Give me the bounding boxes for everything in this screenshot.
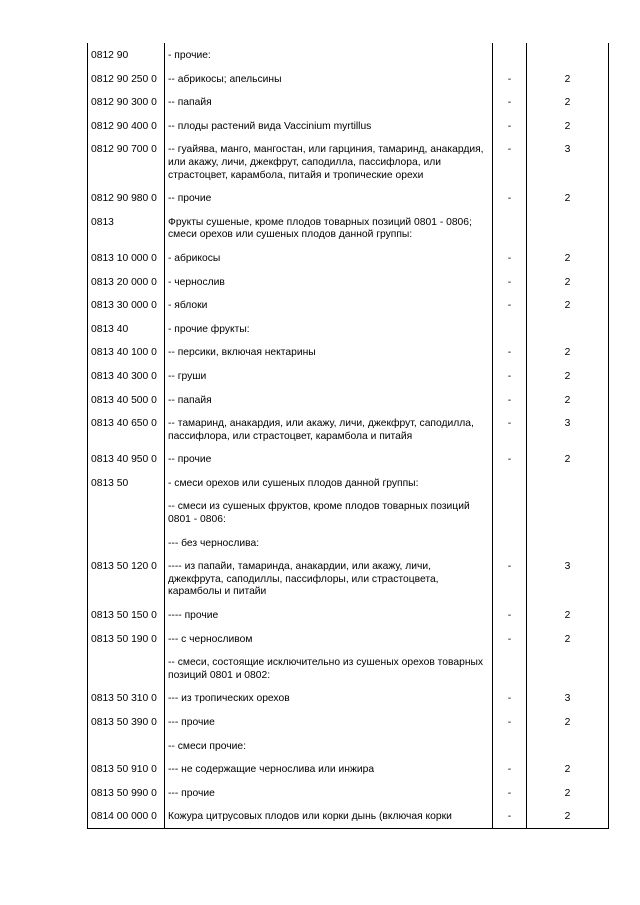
code-cell: 0813 50 310 0 — [88, 686, 165, 710]
code-cell: 0813 10 000 0 — [88, 246, 165, 270]
code-cell — [88, 494, 165, 530]
code-cell: 0813 30 000 0 — [88, 293, 165, 317]
description-cell: -- прочие — [165, 186, 493, 210]
table-row — [88, 554, 609, 603]
rate-cell: 3 — [527, 686, 609, 710]
unit-cell: - — [493, 447, 527, 471]
unit-cell: - — [493, 686, 527, 710]
description-cell: -- гуайява, манго, мангостан, или гарциния, тамаринд, анакардия, или акажу, личи, джекфрут, саподилла, пассифлора, или страстоцвет, карамбола, питайя и тропические орехи — [165, 137, 493, 186]
table-row — [88, 388, 609, 412]
rate-cell: 2 — [527, 293, 609, 317]
description-cell: -- плоды растений вида Vaccinium myrtillus — [165, 114, 493, 138]
unit-cell: - — [493, 137, 527, 186]
rate-cell — [527, 531, 609, 555]
table-row — [88, 317, 609, 341]
unit-cell: - — [493, 388, 527, 412]
rate-cell: 2 — [527, 270, 609, 294]
code-cell: 0813 20 000 0 — [88, 270, 165, 294]
description-cell: --- с черносливом — [165, 627, 493, 651]
code-cell: 0812 90 980 0 — [88, 186, 165, 210]
description-cell: --- без чернослива: — [165, 531, 493, 555]
code-cell: 0812 90 250 0 — [88, 67, 165, 91]
unit-cell: - — [493, 293, 527, 317]
code-cell: 0813 50 120 0 — [88, 554, 165, 603]
unit-cell: - — [493, 411, 527, 447]
unit-cell: - — [493, 757, 527, 781]
code-cell: 0812 90 400 0 — [88, 114, 165, 138]
table-row — [88, 293, 609, 317]
unit-cell: - — [493, 114, 527, 138]
description-cell: -- смеси прочие: — [165, 734, 493, 758]
rate-cell: 3 — [527, 554, 609, 603]
code-cell: 0812 90 700 0 — [88, 137, 165, 186]
table-row — [88, 734, 609, 758]
code-cell — [88, 531, 165, 555]
description-cell: -- смеси, состоящие исключительно из сушеных орехов товарных позиций 0801 и 0802: — [165, 650, 493, 686]
code-cell: 0813 40 950 0 — [88, 447, 165, 471]
rate-cell: 2 — [527, 246, 609, 270]
description-cell: --- не содержащие чернослива или инжира — [165, 757, 493, 781]
description-cell: -- абрикосы; апельсины — [165, 67, 493, 91]
table-row — [88, 757, 609, 781]
table-row — [88, 627, 609, 651]
description-cell: -- персики, включая нектарины — [165, 340, 493, 364]
unit-cell — [493, 317, 527, 341]
description-cell: - прочие: — [165, 43, 493, 67]
table-row — [88, 246, 609, 270]
rate-cell: 3 — [527, 137, 609, 186]
rate-cell: 3 — [527, 411, 609, 447]
table-row — [88, 270, 609, 294]
tariff-table — [87, 43, 609, 829]
table-row — [88, 210, 609, 246]
unit-cell — [493, 531, 527, 555]
rate-cell: 2 — [527, 804, 609, 828]
unit-cell — [493, 471, 527, 495]
table-row — [88, 114, 609, 138]
table-row — [88, 603, 609, 627]
table-row — [88, 186, 609, 210]
unit-cell: - — [493, 90, 527, 114]
unit-cell — [493, 650, 527, 686]
unit-cell — [493, 734, 527, 758]
table-row — [88, 447, 609, 471]
rate-cell — [527, 210, 609, 246]
table-row — [88, 411, 609, 447]
description-cell: -- груши — [165, 364, 493, 388]
code-cell — [88, 650, 165, 686]
description-cell: ---- из папайи, тамаринда, анакардии, или акажу, личи, джекфрута, саподиллы, пассифлоры, или страстоцвета, карамболы и питайи — [165, 554, 493, 603]
rate-cell: 2 — [527, 603, 609, 627]
description-cell: -- смеси из сушеных фруктов, кроме плодов товарных позиций 0801 - 0806: — [165, 494, 493, 530]
code-cell: 0813 40 500 0 — [88, 388, 165, 412]
table-row — [88, 650, 609, 686]
rate-cell: 2 — [527, 781, 609, 805]
unit-cell: - — [493, 67, 527, 91]
rate-cell: 2 — [527, 388, 609, 412]
description-cell: --- прочие — [165, 781, 493, 805]
code-cell: 0813 40 650 0 — [88, 411, 165, 447]
code-cell: 0813 — [88, 210, 165, 246]
code-cell: 0813 50 390 0 — [88, 710, 165, 734]
table-row — [88, 364, 609, 388]
code-cell: 0812 90 300 0 — [88, 90, 165, 114]
rate-cell: 2 — [527, 186, 609, 210]
rate-cell — [527, 471, 609, 495]
code-cell: 0813 50 990 0 — [88, 781, 165, 805]
unit-cell: - — [493, 603, 527, 627]
unit-cell: - — [493, 804, 527, 828]
description-cell: Кожура цитрусовых плодов или корки дынь (включая корки — [165, 804, 493, 828]
table-row — [88, 710, 609, 734]
unit-cell: - — [493, 710, 527, 734]
code-cell: 0813 50 190 0 — [88, 627, 165, 651]
unit-cell: - — [493, 186, 527, 210]
rate-cell: 2 — [527, 710, 609, 734]
description-cell: -- тамаринд, анакардия, или акажу, личи, джекфрут, саподилла, пассифлора, или страстоцвет, карамбола и питайя — [165, 411, 493, 447]
unit-cell: - — [493, 781, 527, 805]
table-row — [88, 804, 609, 828]
rate-cell: 2 — [527, 90, 609, 114]
unit-cell — [493, 210, 527, 246]
description-cell: -- папайя — [165, 388, 493, 412]
rate-cell: 2 — [527, 757, 609, 781]
table-row — [88, 43, 609, 67]
description-cell: -- прочие — [165, 447, 493, 471]
unit-cell: - — [493, 246, 527, 270]
table-row — [88, 531, 609, 555]
code-cell: 0814 00 000 0 — [88, 804, 165, 828]
description-cell: - чернослив — [165, 270, 493, 294]
description-cell: - прочие фрукты: — [165, 317, 493, 341]
unit-cell: - — [493, 364, 527, 388]
unit-cell: - — [493, 627, 527, 651]
rate-cell — [527, 317, 609, 341]
code-cell: 0813 40 — [88, 317, 165, 341]
table-row — [88, 781, 609, 805]
unit-cell — [493, 494, 527, 530]
table-row — [88, 90, 609, 114]
rate-cell: 2 — [527, 364, 609, 388]
code-cell: 0813 50 150 0 — [88, 603, 165, 627]
code-cell: 0813 40 100 0 — [88, 340, 165, 364]
description-cell: --- прочие — [165, 710, 493, 734]
rate-cell — [527, 650, 609, 686]
table-row — [88, 471, 609, 495]
table-row — [88, 340, 609, 364]
rate-cell: 2 — [527, 340, 609, 364]
rate-cell: 2 — [527, 114, 609, 138]
rate-cell: 2 — [527, 447, 609, 471]
table-row — [88, 137, 609, 186]
description-cell: ---- прочие — [165, 603, 493, 627]
table-row — [88, 494, 609, 530]
code-cell: 0812 90 — [88, 43, 165, 67]
rate-cell: 2 — [527, 67, 609, 91]
unit-cell: - — [493, 340, 527, 364]
unit-cell: - — [493, 554, 527, 603]
unit-cell — [493, 43, 527, 67]
description-cell: - яблоки — [165, 293, 493, 317]
rate-cell: 2 — [527, 627, 609, 651]
code-cell: 0813 50 — [88, 471, 165, 495]
description-cell: --- из тропических орехов — [165, 686, 493, 710]
rate-cell — [527, 734, 609, 758]
description-cell: -- папайя — [165, 90, 493, 114]
tariff-table-body — [88, 43, 609, 828]
table-row — [88, 67, 609, 91]
code-cell: 0813 40 300 0 — [88, 364, 165, 388]
description-cell: Фрукты сушеные, кроме плодов товарных позиций 0801 - 0806; смеси орехов или сушеных плодов данной группы: — [165, 210, 493, 246]
rate-cell — [527, 43, 609, 67]
description-cell: - смеси орехов или сушеных плодов данной группы: — [165, 471, 493, 495]
code-cell: 0813 50 910 0 — [88, 757, 165, 781]
table-row — [88, 686, 609, 710]
description-cell: - абрикосы — [165, 246, 493, 270]
rate-cell — [527, 494, 609, 530]
code-cell — [88, 734, 165, 758]
unit-cell: - — [493, 270, 527, 294]
